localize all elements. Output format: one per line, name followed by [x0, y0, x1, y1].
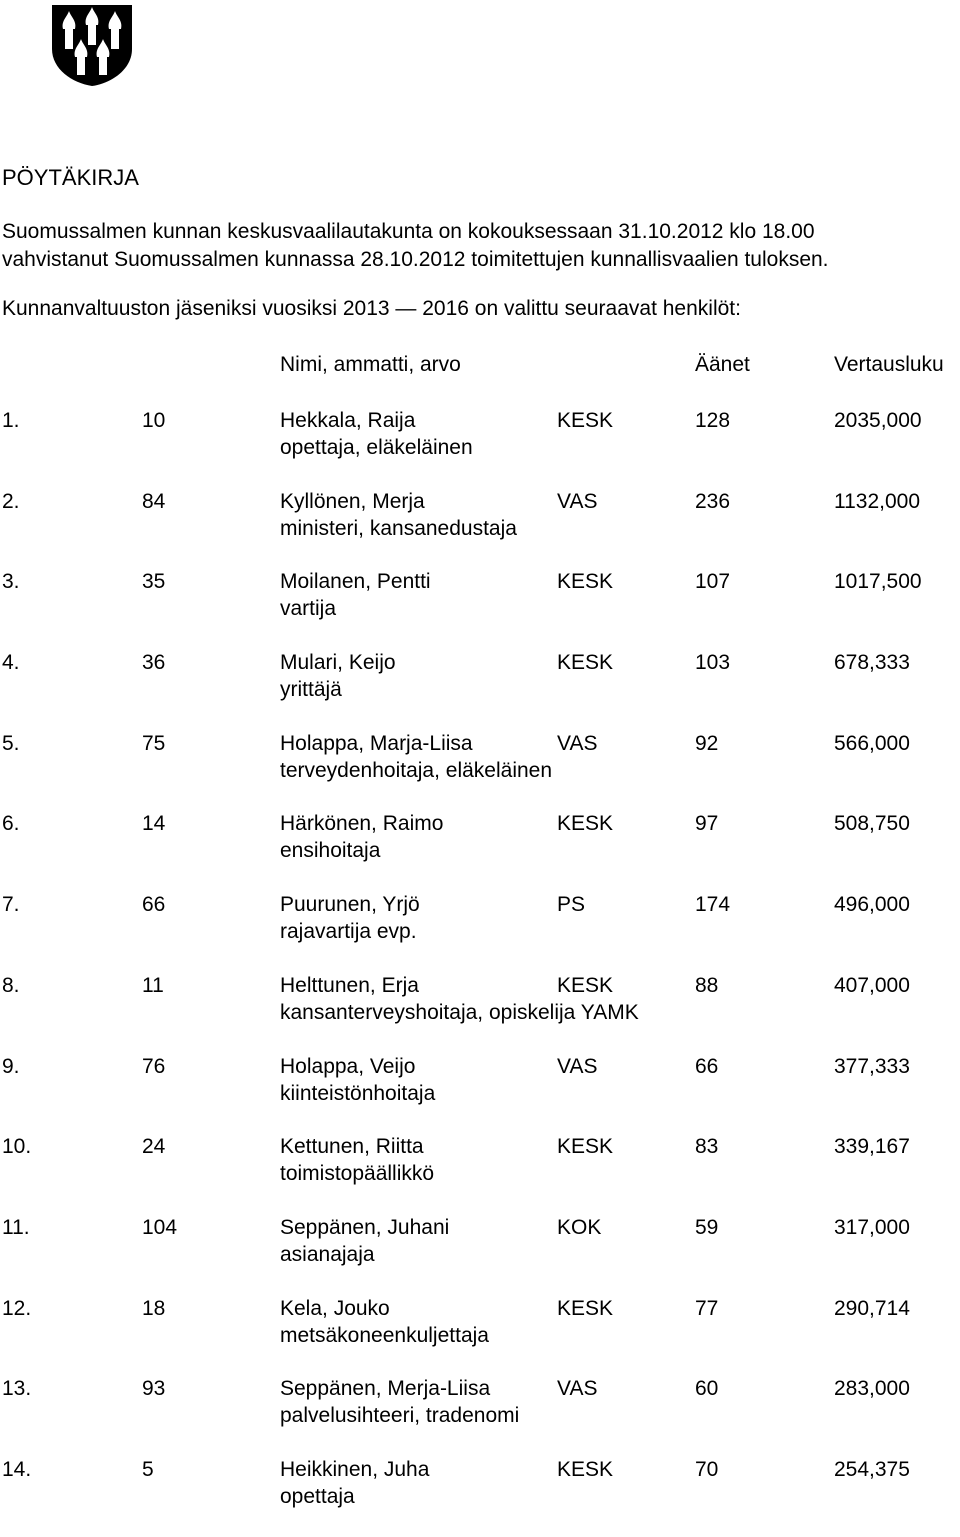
member-votes: 66: [695, 1054, 719, 1078]
member-votes: 107: [695, 570, 731, 594]
order-number: 12.: [2, 1296, 32, 1320]
order-number: 13.: [2, 1377, 32, 1401]
member-votes: 128: [695, 409, 731, 432]
member-name: Heikkinen, Juha: [280, 1457, 430, 1481]
member-row: [0, 1295, 960, 1376]
member-name: Seppänen, Merja-Liisa: [280, 1377, 491, 1401]
member-ratio: 1132,000: [834, 489, 921, 513]
member-party: KESK: [557, 1135, 614, 1159]
candidate-number: 14: [142, 812, 166, 836]
member-occupation: toimistopäällikkö: [280, 1162, 435, 1186]
member-ratio: 377,333: [834, 1054, 910, 1078]
member-occupation: ensihoitaja: [280, 839, 381, 863]
intro-line: vahvistanut Suomussalmen kunnassa 28.10.2012 toimitettujen kunnallisvaalien tuloksen.: [2, 248, 829, 271]
member-row: [0, 407, 960, 488]
member-occupation: opettaja, eläkeläinen: [280, 436, 473, 459]
member-party: KESK: [557, 812, 614, 836]
candidate-number: 75: [142, 731, 166, 755]
member-votes: 97: [695, 812, 719, 836]
member-name: Moilanen, Pentti: [280, 570, 431, 594]
order-number: 1.: [2, 409, 20, 432]
candidate-number: 66: [142, 893, 166, 917]
member-ratio: 496,000: [834, 893, 910, 917]
order-number: 11.: [2, 1215, 30, 1239]
member-ratio: 407,000: [834, 973, 910, 997]
member-occupation: yrittäjä: [280, 678, 342, 702]
candidate-number: 35: [142, 570, 166, 594]
member-ratio: 254,375: [834, 1457, 910, 1481]
member-row: [0, 1133, 960, 1214]
member-votes: 103: [695, 651, 731, 675]
member-occupation: opettaja: [280, 1484, 355, 1508]
member-ratio: 290,714: [834, 1296, 910, 1320]
member-name: Kettunen, Riitta: [280, 1135, 424, 1159]
order-number: 7.: [2, 893, 20, 917]
order-number: 4.: [2, 651, 20, 675]
member-votes: 174: [695, 893, 731, 917]
member-ratio: 339,167: [834, 1135, 910, 1159]
member-name: Mulari, Keijo: [280, 651, 396, 675]
member-votes: 88: [695, 973, 719, 997]
member-ratio: 2035,000: [834, 409, 922, 432]
member-occupation: vartija: [280, 597, 337, 621]
member-row: [0, 1456, 960, 1537]
order-number: 5.: [2, 731, 20, 755]
member-votes: 77: [695, 1296, 719, 1320]
member-party: VAS: [557, 1377, 598, 1401]
member-party: VAS: [557, 1054, 598, 1078]
member-ratio: 678,333: [834, 651, 910, 675]
member-name: Helttunen, Erja: [280, 973, 419, 997]
order-number: 10.: [2, 1135, 32, 1159]
member-row: [0, 810, 960, 891]
member-votes: 236: [695, 489, 731, 513]
member-occupation: kansanterveyshoitaja, opiskelija YAMK: [280, 1000, 639, 1024]
order-number: 9.: [2, 1054, 20, 1078]
candidate-number: 76: [142, 1054, 166, 1078]
member-occupation: metsäkoneenkuljettaja: [280, 1323, 489, 1347]
member-name: Kela, Jouko: [280, 1296, 390, 1320]
member-row: [0, 972, 960, 1053]
member-name: Holappa, Veijo: [280, 1054, 416, 1078]
order-number: 14.: [2, 1457, 32, 1481]
member-votes: 70: [695, 1457, 719, 1481]
candidate-number: 104: [142, 1215, 178, 1239]
member-occupation: asianajaja: [280, 1242, 375, 1266]
candidate-number: 24: [142, 1135, 166, 1159]
member-ratio: 283,000: [834, 1377, 910, 1401]
candidate-number: 18: [142, 1296, 166, 1320]
document-title: PÖYTÄKIRJA: [2, 165, 139, 190]
order-number: 6.: [2, 812, 20, 836]
column-header-name: Nimi, ammatti, arvo: [280, 353, 461, 376]
member-occupation: kiinteistönhoitaja: [280, 1081, 436, 1105]
coat-of-arms-icon: [50, 3, 134, 87]
elected-members-list: [0, 407, 960, 1537]
candidate-number: 93: [142, 1377, 166, 1401]
intro-paragraph: [2, 218, 829, 274]
member-row: [0, 730, 960, 811]
candidate-number: 84: [142, 489, 166, 513]
section-heading: Kunnanvaltuuston jäseniksi vuosiksi 2013 — 2016 on valittu seuraavat henkilöt:: [2, 297, 741, 320]
member-row: [0, 891, 960, 972]
member-votes: 83: [695, 1135, 719, 1159]
member-row: [0, 649, 960, 730]
member-ratio: 508,750: [834, 812, 910, 836]
order-number: 3.: [2, 570, 20, 594]
member-row: [0, 488, 960, 569]
order-number: 2.: [2, 489, 20, 513]
candidate-number: 11: [142, 973, 164, 997]
member-ratio: 1017,500: [834, 570, 922, 594]
member-party: KESK: [557, 651, 614, 675]
member-party: KESK: [557, 1457, 614, 1481]
candidate-number: 36: [142, 651, 166, 675]
member-party: KOK: [557, 1215, 602, 1239]
candidate-number: 5: [142, 1457, 154, 1481]
column-header-votes: Äänet: [695, 353, 750, 376]
member-party: KESK: [557, 409, 614, 432]
member-party: KESK: [557, 1296, 614, 1320]
member-name: Hekkala, Raija: [280, 409, 416, 432]
member-name: Härkönen, Raimo: [280, 812, 444, 836]
candidate-number: 10: [142, 409, 166, 432]
member-ratio: 317,000: [834, 1215, 910, 1239]
member-occupation: ministeri, kansanedustaja: [280, 516, 517, 540]
member-party: VAS: [557, 489, 598, 513]
member-occupation: terveydenhoitaja, eläkeläinen: [280, 758, 553, 782]
member-occupation: rajavartija evp.: [280, 920, 417, 944]
member-votes: 60: [695, 1377, 719, 1401]
order-number: 8.: [2, 973, 20, 997]
member-votes: 59: [695, 1215, 719, 1239]
member-row: [0, 568, 960, 649]
member-votes: 92: [695, 731, 719, 755]
member-name: Puurunen, Yrjö: [280, 893, 420, 917]
member-ratio: 566,000: [834, 731, 910, 755]
member-occupation: palvelusihteeri, tradenomi: [280, 1404, 520, 1428]
member-party: VAS: [557, 731, 598, 755]
member-name: Kyllönen, Merja: [280, 489, 425, 513]
member-party: PS: [557, 893, 586, 917]
column-header-ratio: Vertausluku: [834, 353, 944, 376]
intro-line: Suomussalmen kunnan keskusvaalilautakunta on kokouksessaan 31.10.2012 klo 18.00: [2, 220, 815, 243]
member-name: Holappa, Marja-Liisa: [280, 731, 473, 755]
member-name: Seppänen, Juhani: [280, 1215, 450, 1239]
member-row: [0, 1053, 960, 1134]
member-row: [0, 1214, 960, 1295]
member-party: KESK: [557, 973, 614, 997]
member-party: KESK: [557, 570, 614, 594]
member-row: [0, 1375, 960, 1456]
